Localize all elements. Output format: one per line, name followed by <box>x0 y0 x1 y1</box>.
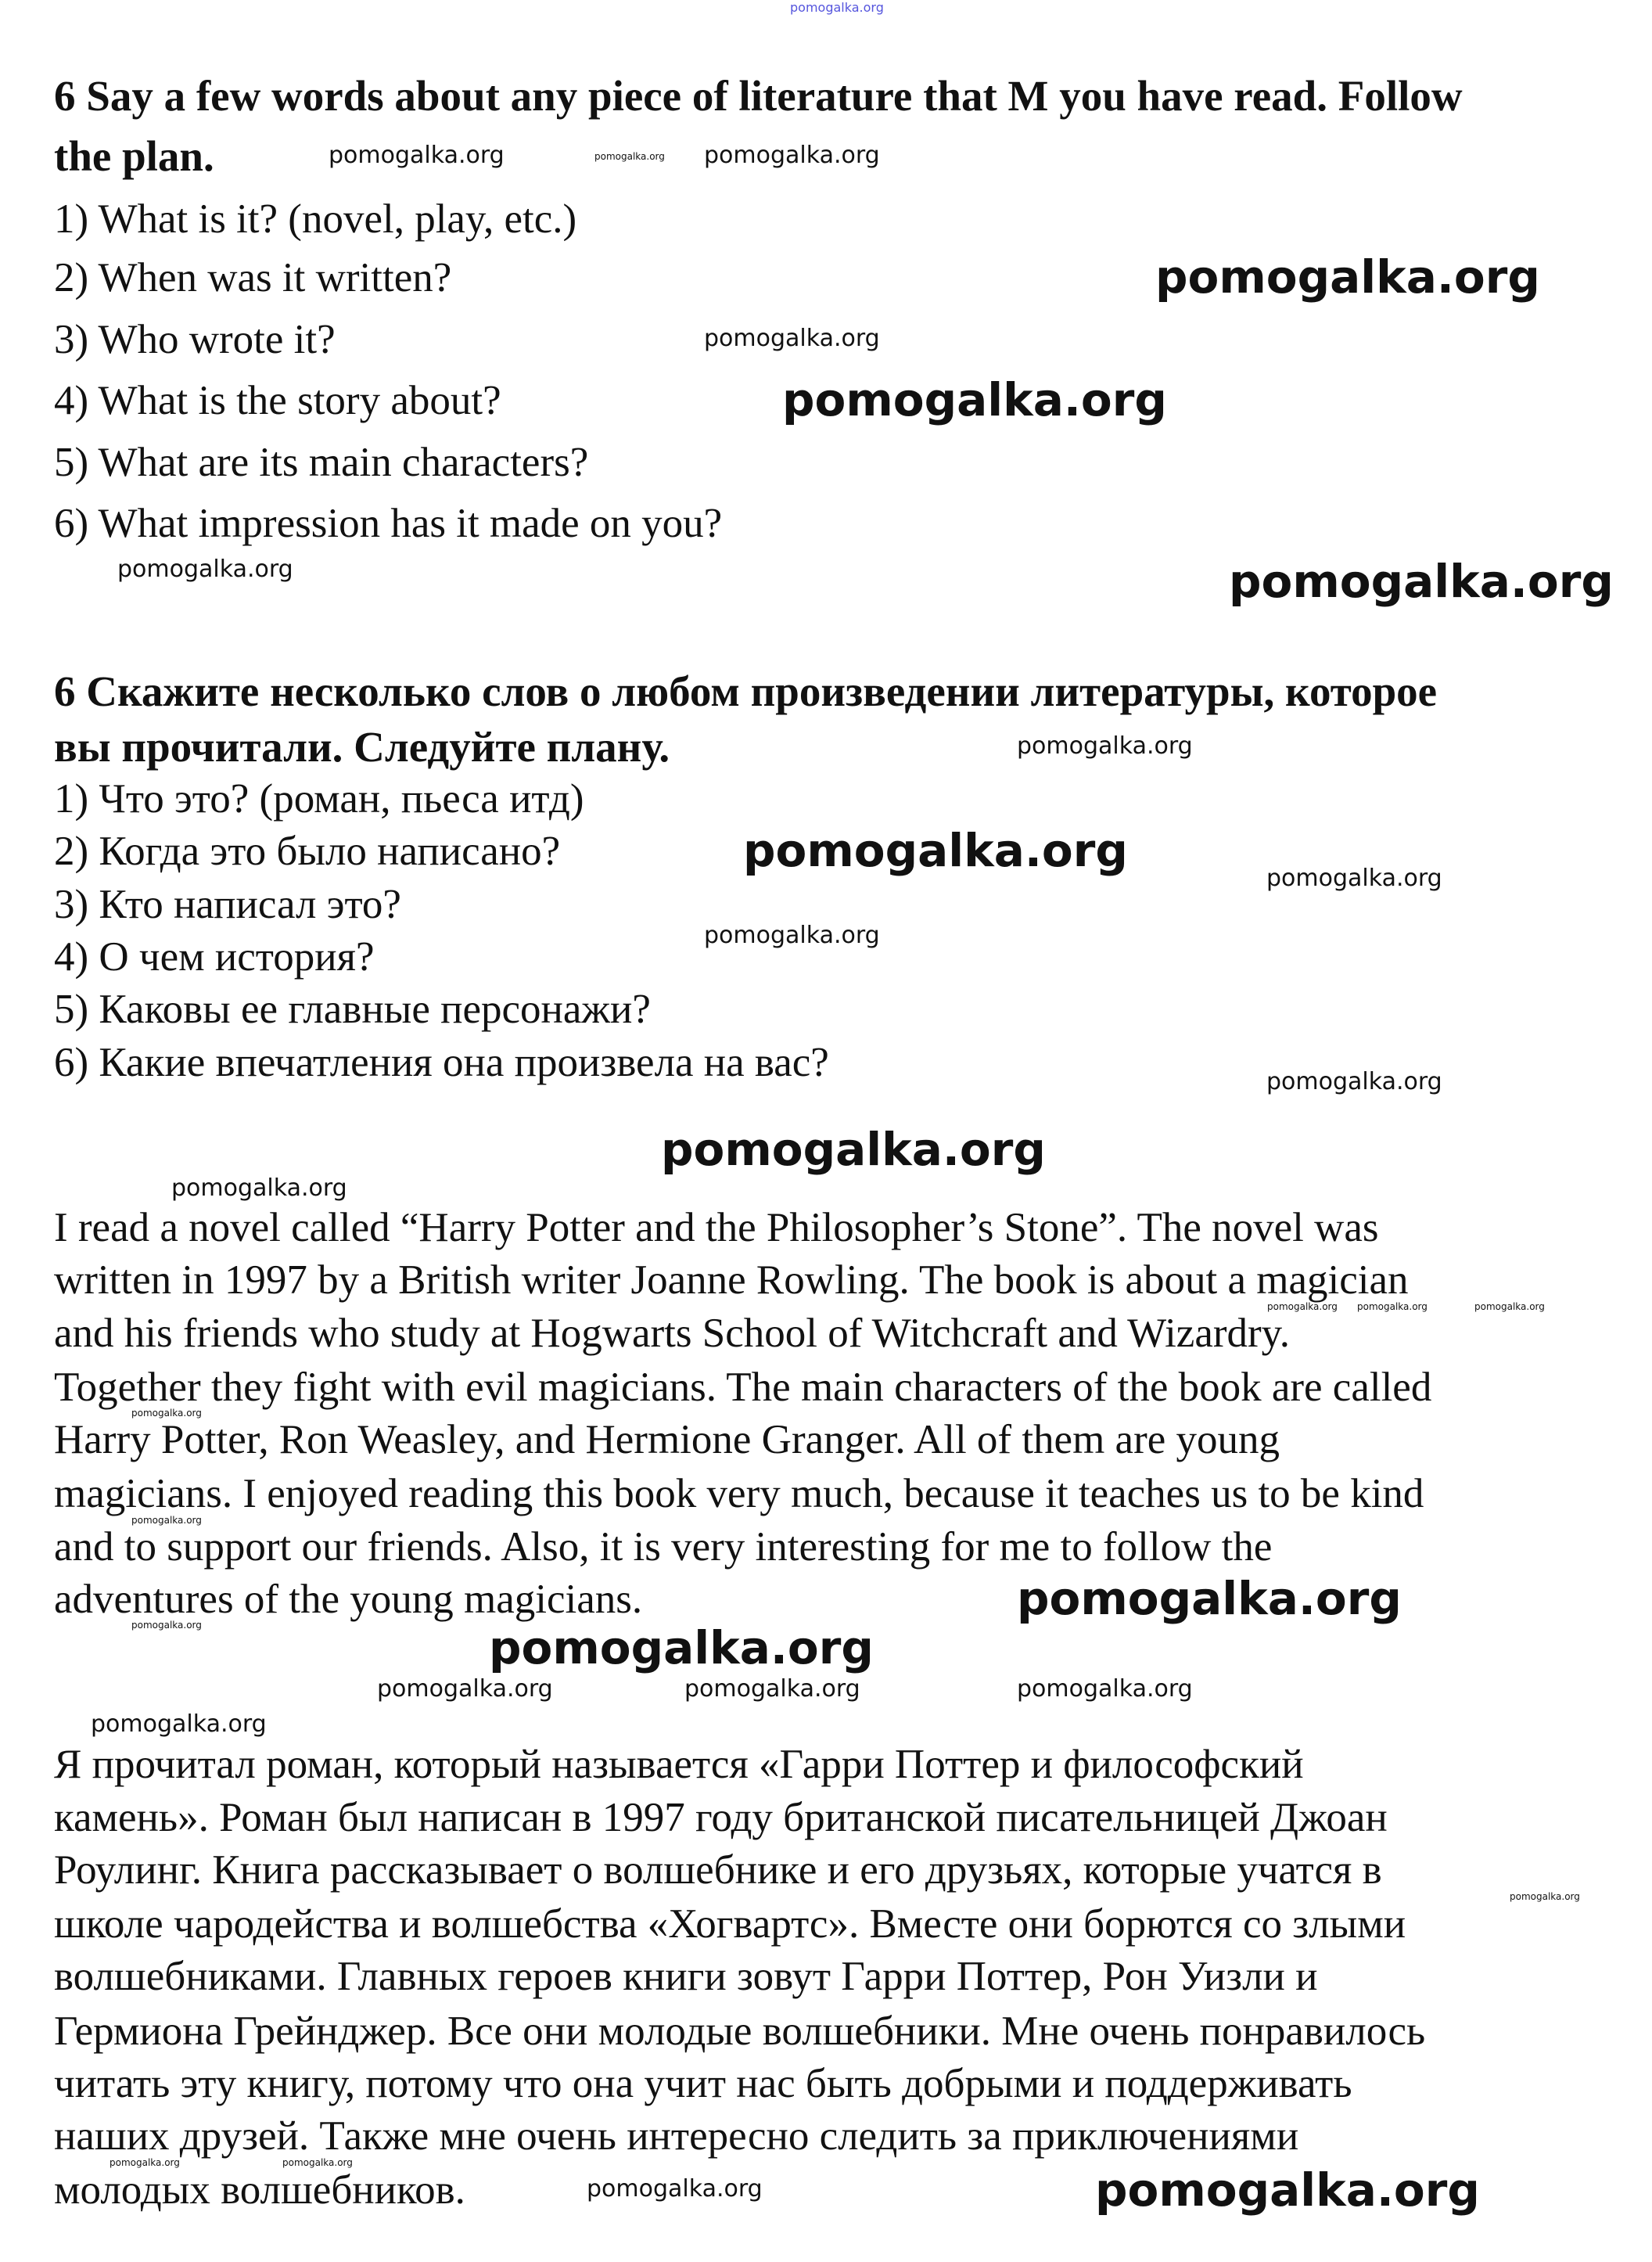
watermark: pomogalka.org <box>91 1710 267 1738</box>
plan-question-en: 5) What are its main characters? <box>54 440 589 485</box>
watermark: pomogalka.org <box>782 373 1167 426</box>
watermark: pomogalka.org <box>1267 1301 1338 1312</box>
plan-question-en: 2) When was it written? <box>54 255 452 300</box>
answer-line-ru: Роулинг. Книга рассказывает о волшебнике и его друзьях, которые учатся в <box>54 1847 1382 1893</box>
watermark: pomogalka.org <box>1095 2163 1480 2217</box>
answer-line-en: I read a novel called “Harry Potter and the Philosopher’s Stone”. The novel was <box>54 1205 1379 1250</box>
watermark: pomogalka.org <box>587 2175 763 2203</box>
watermark: pomogalka.org <box>704 142 880 169</box>
watermark: pomogalka.org <box>1229 555 1614 608</box>
plan-question-en: 1) What is it? (novel, play, etc.) <box>54 196 577 242</box>
watermark: pomogalka.org <box>1155 250 1540 304</box>
watermark: pomogalka.org <box>1266 1068 1442 1095</box>
watermark: pomogalka.org <box>110 2157 180 2168</box>
plan-question-en: 3) Who wrote it? <box>54 317 336 362</box>
watermark: pomogalka.org <box>661 1123 1046 1176</box>
answer-line-ru: Я прочитал роман, который называется «Гарри Поттер и философский <box>54 1742 1304 1787</box>
watermark: pomogalka.org <box>1266 865 1442 892</box>
watermark: pomogalka.org <box>131 1620 202 1631</box>
plan-question-ru: 6) Какие впечатления она произвела на вас? <box>54 1040 829 1085</box>
answer-line-en: Together they fight with evil magicians. The main characters of the book are called <box>54 1365 1432 1410</box>
plan-question-ru: 1) Что это? (роман, пьеса итд) <box>54 776 584 822</box>
watermark: pomogalka.org <box>790 0 884 15</box>
watermark: pomogalka.org <box>377 1675 553 1703</box>
answer-line-en: written in 1997 by a British writer Joanne Rowling. The book is about a magician <box>54 1257 1409 1303</box>
answer-line-ru: волшебниками. Главных героев книги зовут Гарри Поттер, Рон Уизли и <box>54 1954 1318 1999</box>
task-heading-en: the plan. <box>54 132 214 180</box>
watermark: pomogalka.org <box>1017 732 1193 760</box>
answer-line-en: and his friends who study at Hogwarts School of Witchcraft and Wizardry. <box>54 1311 1290 1356</box>
watermark: pomogalka.org <box>1510 1891 1580 1902</box>
watermark: pomogalka.org <box>1357 1301 1428 1312</box>
watermark: pomogalka.org <box>1474 1301 1545 1312</box>
answer-line-ru: молодых волшебников. <box>54 2167 465 2213</box>
watermark: pomogalka.org <box>704 922 880 949</box>
watermark: pomogalka.org <box>282 2157 353 2168</box>
answer-line-ru: школе чародейства и волшебства «Хогвартс». Вместе они борются со злыми <box>54 1901 1406 1947</box>
answer-line-ru: наших друзей. Также мне очень интересно следить за приключениями <box>54 2113 1299 2159</box>
plan-question-ru: 2) Когда это было написано? <box>54 829 561 874</box>
watermark: pomogalka.org <box>329 142 505 169</box>
watermark: pomogalka.org <box>594 151 665 162</box>
answer-line-en: and to support our friends. Also, it is very interesting for me to follow the <box>54 1524 1273 1570</box>
task-heading-en: 6 Say a few words about any piece of literature that M you have read. Follow <box>54 72 1463 120</box>
watermark: pomogalka.org <box>1017 1572 1402 1625</box>
watermark: pomogalka.org <box>489 1621 874 1674</box>
plan-question-ru: 4) О чем история? <box>54 934 375 980</box>
answer-line-ru: Гермиона Грейнджер. Все они молодые волшебники. Мне очень понравилось <box>54 2008 1426 2054</box>
watermark: pomogalka.org <box>684 1675 860 1703</box>
watermark: pomogalka.org <box>171 1174 347 1202</box>
watermark: pomogalka.org <box>1017 1675 1193 1703</box>
answer-line-en: adventures of the young magicians. <box>54 1577 643 1622</box>
watermark: pomogalka.org <box>131 1515 202 1526</box>
task-heading-ru: 6 Скажите несколько слов о любом произведении литературы, которое <box>54 667 1438 715</box>
watermark: pomogalka.org <box>704 325 880 352</box>
answer-line-ru: камень». Роман был написан в 1997 году британской писательницей Джоан <box>54 1795 1388 1840</box>
answer-line-en: magicians. I enjoyed reading this book very much, because it teaches us to be kind <box>54 1471 1424 1516</box>
watermark: pomogalka.org <box>117 556 293 583</box>
plan-question-en: 4) What is the story about? <box>54 378 501 423</box>
plan-question-ru: 3) Кто написал это? <box>54 882 401 927</box>
watermark: pomogalka.org <box>743 824 1128 877</box>
answer-line-ru: читать эту книгу, потому что она учит нас быть добрыми и поддерживать <box>54 2061 1352 2106</box>
answer-line-en: Harry Potter, Ron Weasley, and Hermione Granger. All of them are young <box>54 1417 1280 1462</box>
watermark: pomogalka.org <box>131 1408 202 1419</box>
plan-question-ru: 5) Каковы ее главные персонажи? <box>54 987 651 1032</box>
plan-question-en: 6) What impression has it made on you? <box>54 501 723 546</box>
task-heading-ru: вы прочитали. Следуйте плану. <box>54 723 670 771</box>
